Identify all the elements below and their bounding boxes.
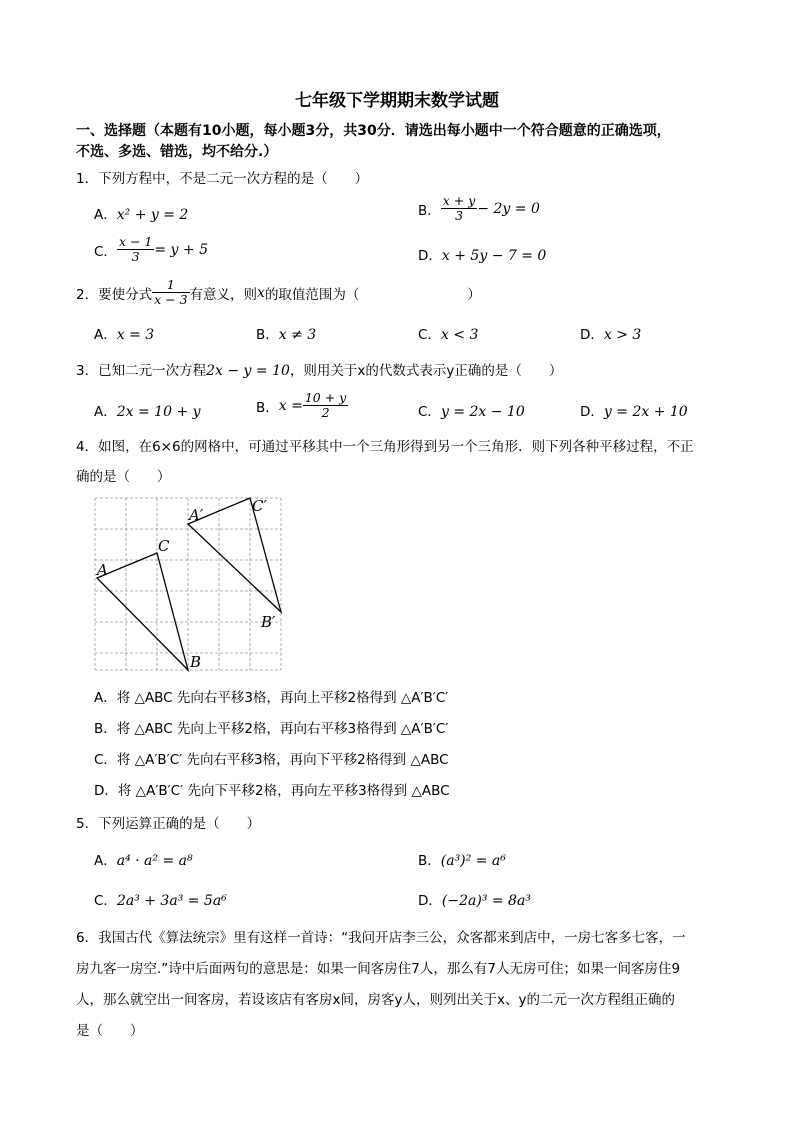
q2-option-d: D．x > 3	[580, 327, 642, 343]
q1-option-c: C． $\frac{x - 1}{3}$ = y + 5	[94, 234, 209, 265]
q5-option-a: A．a⁴ · a² = a⁸	[94, 853, 193, 869]
q2-option-a: A．x = 3	[94, 327, 155, 343]
q1-option-a: A．x² + y = 2	[94, 207, 189, 223]
label-a-prime: A′	[189, 506, 204, 524]
q6-line3: 人，那么就空出一间客房，若设该店有客房x间，房客y人，则列出关于x、y的二元一次方程组正确的	[76, 992, 675, 1008]
section-heading-line2: 不选、多选、错选，均不给分.）	[76, 144, 278, 160]
q6-line4: 是（ ）	[76, 1023, 144, 1039]
q4-stem-line2: 确的是（ ）	[76, 469, 171, 485]
q1-option-d: D．x + 5y − 7 = 0	[418, 248, 547, 264]
triangle-abc	[97, 553, 188, 670]
q1-stem: 1．下列方程中，不是二元一次方程的是（ ）	[76, 171, 369, 187]
label-c-prime: C′	[252, 497, 267, 515]
q4-option-c: C．将 △A′B′C′ 先向右平移3格，再向下平移2格得到 △ABC	[94, 752, 449, 768]
q1-option-b: B． $\frac{x + y}{3}$ − 2y = 0	[418, 193, 540, 224]
section-heading-line1: 一、选择题（本题有10小题，每小题3分，共30分．请选出每小题中一个符合题意的正确选项，	[76, 123, 671, 139]
q3-option-b: B．x = $\frac{10 + y}{2}$	[256, 390, 347, 421]
label-b-prime: B′	[261, 613, 276, 631]
q4-option-a: A．将 △ABC 先向右平移3格，再向上平移2格得到 △A′B′C′	[94, 690, 449, 706]
q4-stem-line1: 4．如图，在6×6的网格中，可通过平移其中一个三角形得到另一个三角形．则下列各种平移过程，不正	[76, 439, 694, 455]
q5-stem: 5．下列运算正确的是（ ）	[76, 816, 261, 832]
q2-option-b: B．x ≠ 3	[256, 327, 317, 343]
q5-option-c: C．2a³ + 3a³ = 5a⁶	[94, 893, 227, 909]
page-title: 七年级下学期期末数学试题	[295, 91, 499, 111]
grid-figure	[94, 497, 284, 673]
label-a: A	[97, 561, 108, 579]
q3-option-c: C．y = 2x − 10	[418, 404, 525, 420]
q3-option-d: D．y = 2x + 10	[580, 404, 688, 420]
q6-line2: 房九客一房空.”诗中后面两句的意思是：如果一间客房住7人，那么有7人无房可住；如果一间客房住9	[76, 961, 681, 977]
q3-option-a: A．2x = 10 + y	[94, 404, 201, 420]
q4-option-d: D．将 △A′B′C′ 先向下平移2格，再向左平移3格得到 △ABC	[94, 783, 450, 799]
label-b: B	[190, 653, 202, 671]
q6-line1: 6．我国古代《算法统宗》里有这样一首诗：“我问开店李三公，众客都来到店中，一房七客多七客，一	[76, 930, 686, 946]
q2-option-c: C．x < 3	[418, 327, 479, 343]
q5-option-d: D．(−2a)³ = 8a³	[418, 893, 531, 909]
label-c: C	[158, 537, 170, 555]
q2-stem: 2．要使分式 $\frac{1}{x - 3}$ 有意义，则x的取值范围为（ ）	[76, 277, 481, 308]
q4-option-b: B．将 △ABC 先向上平移2格，再向右平移3格得到 △A′B′C′	[94, 721, 449, 737]
q3-stem: 3．已知二元一次方程2x − y = 10，则用关于x的代数式表示y正确的是（ ）	[76, 363, 563, 379]
q5-option-b: B．(a³)² = a⁶	[418, 853, 506, 869]
